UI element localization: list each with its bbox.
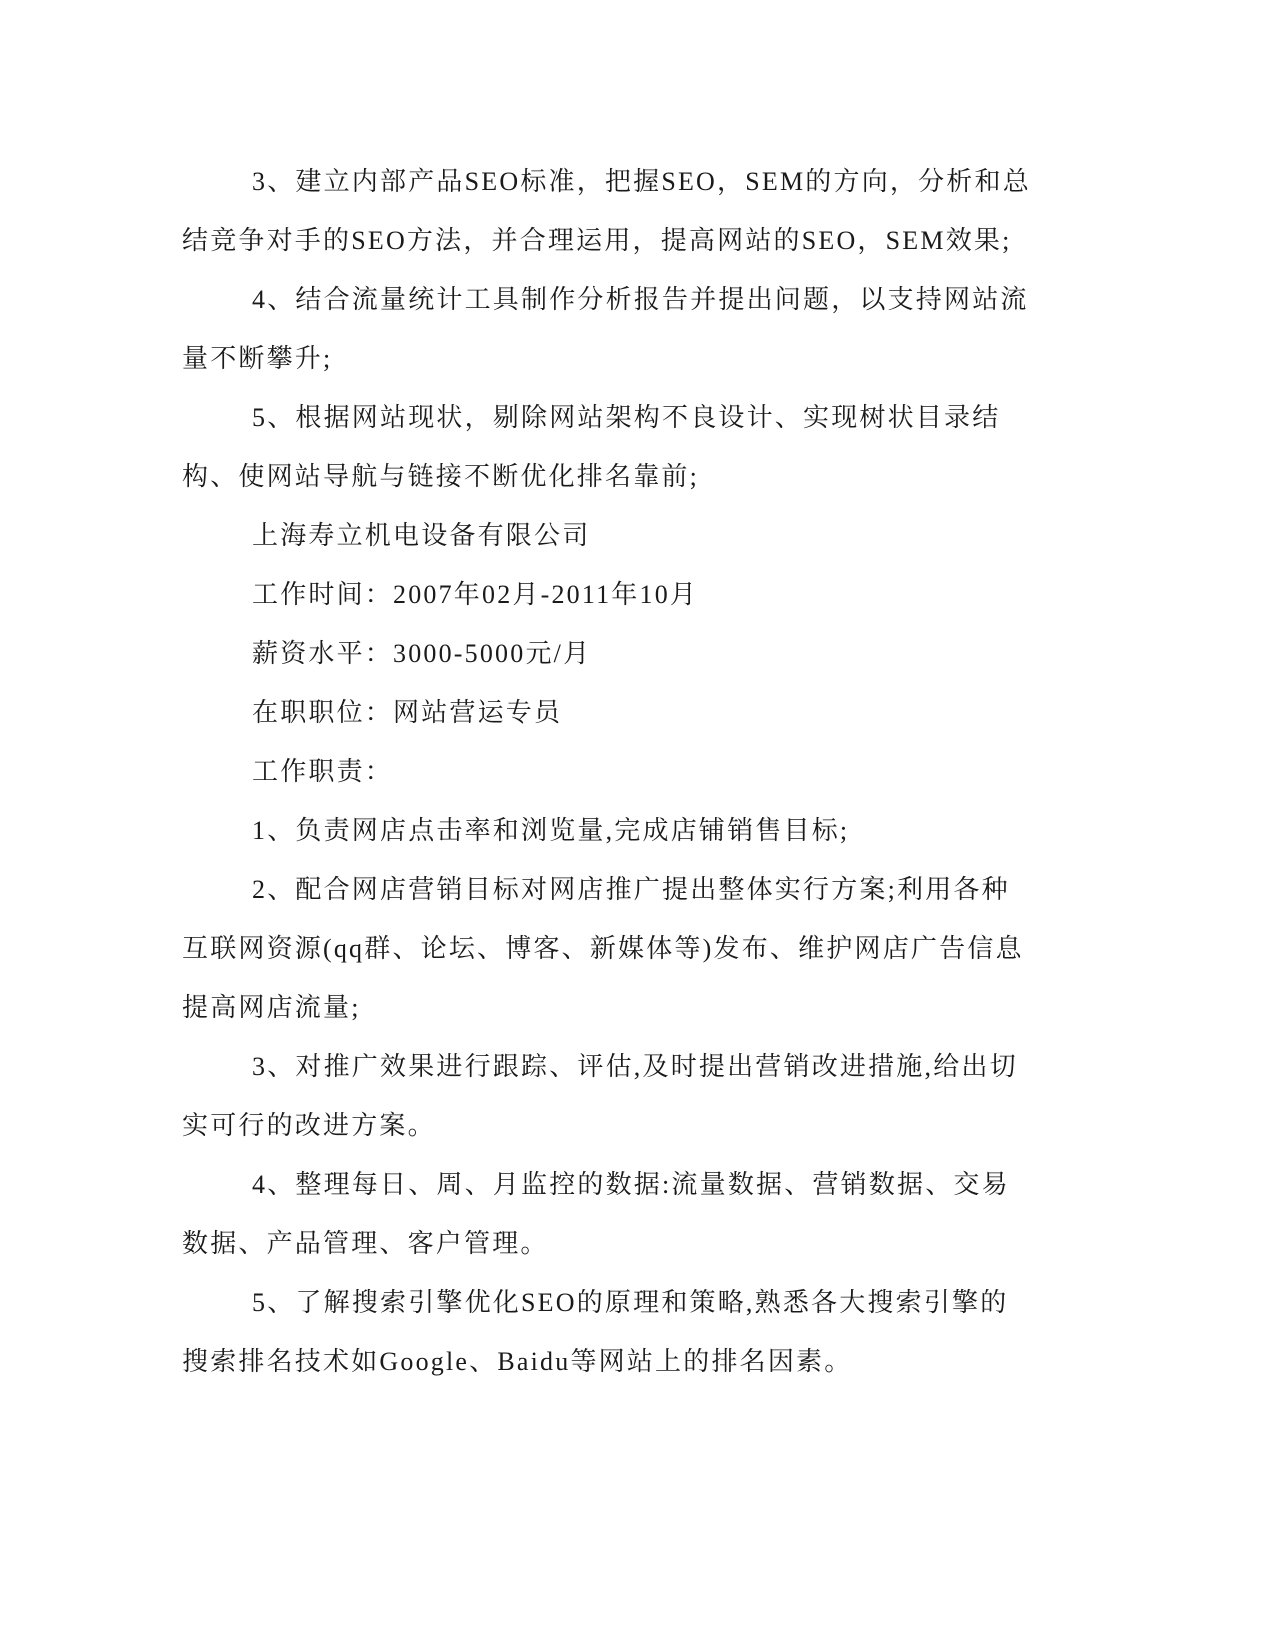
work-period: 工作时间：2007年02月-2011年10月	[252, 580, 699, 609]
duty-traffic-report: 4、结合流量统计工具制作分析报告并提出问题，以支持网站流量不断攀升;	[182, 285, 1029, 373]
duty-data-monitoring: 4、整理每日、周、月监控的数据:流量数据、营销数据、交易数据、产品管理、客户管理。	[182, 1170, 1010, 1258]
company-name: 上海寿立机电设备有限公司	[252, 521, 591, 550]
document-body	[182, 152, 1032, 1391]
duty-seo-knowledge: 5、了解搜索引擎优化SEO的原理和策略,熟悉各大搜索引擎的搜索排名技术如Google、Baidu等网站上的排名因素。	[182, 1288, 1009, 1376]
duty-tracking: 3、对推广效果进行跟踪、评估,及时提出营销改进措施,给出切实可行的改进方案。	[182, 1052, 1018, 1140]
salary-level: 薪资水平：3000-5000元/月	[252, 639, 592, 668]
duty-promotion-plan: 2、配合网店营销目标对网店推广提出整体实行方案;利用各种互联网资源(qq群、论坛、博客、新媒体等)发布、维护网店广告信息提高网店流量;	[182, 875, 1024, 1022]
duty-clickthrough: 1、负责网店点击率和浏览量,完成店铺销售目标;	[252, 816, 850, 845]
job-position: 在职职位：网站营运专员	[252, 698, 563, 727]
duties-heading: 工作职责：	[252, 757, 394, 786]
duty-seo-standards: 3、建立内部产品SEO标准，把握SEO，SEM的方向，分析和总结竞争对手的SEO方法，并合理运用，提高网站的SEO，SEM效果;	[182, 167, 1031, 255]
duty-site-structure: 5、根据网站现状，剔除网站架构不良设计、实现树状目录结构、使网站导航与链接不断优化排名靠前;	[182, 403, 1001, 491]
